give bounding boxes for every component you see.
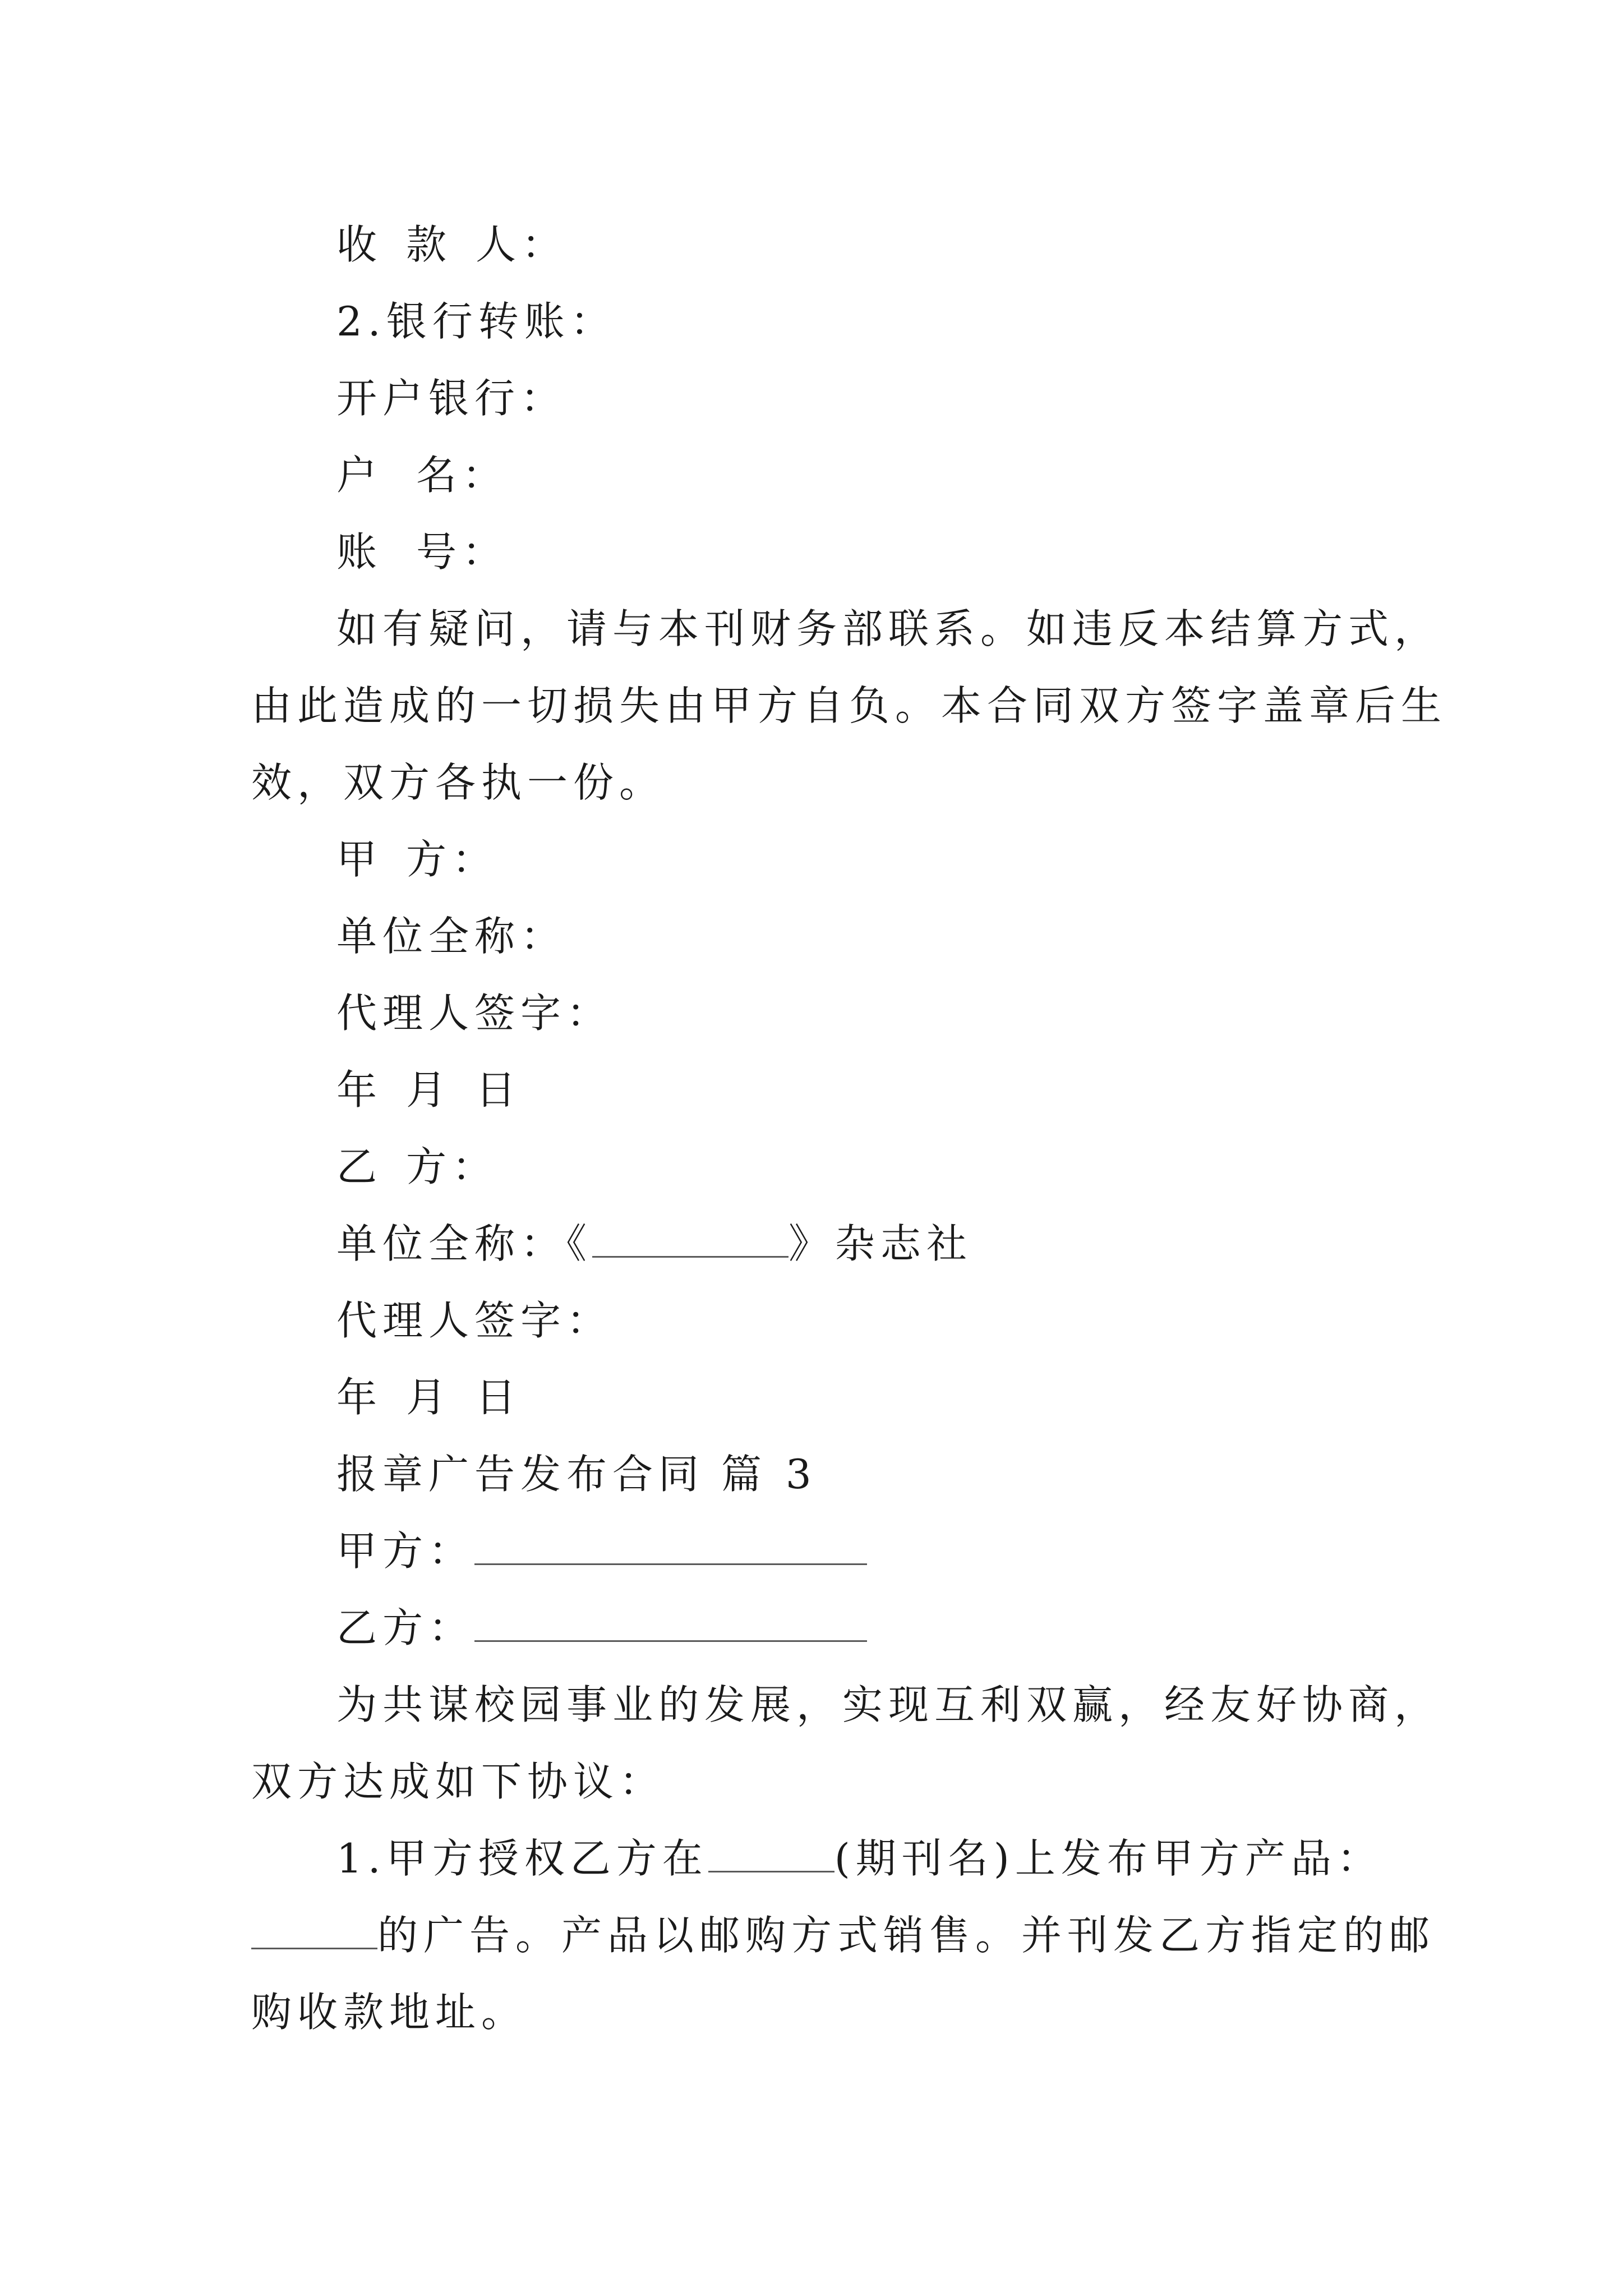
notice-line-2 xyxy=(251,678,1447,734)
payee-label-char2: 款 xyxy=(406,221,453,268)
notice-text-2: 由此造成的一切损失由甲方自负。本合同双方签字盖章后生 xyxy=(251,682,1447,729)
party-b-unit-suffix: 》杂志社 xyxy=(789,1220,973,1267)
bank-line xyxy=(336,370,566,426)
notice-line-1 xyxy=(336,601,1440,657)
periodical-name-blank xyxy=(708,1835,834,1872)
contract-3-section: 篇 3 xyxy=(721,1451,817,1498)
intro-line-2 xyxy=(251,1754,665,1810)
notice-line-3 xyxy=(251,754,665,811)
intro-line-1 xyxy=(336,1677,1440,1733)
party-b-char2: 方： xyxy=(406,1143,499,1190)
clause-1-text-2: 的广告。产品以邮购方式销售。并刊发乙方指定的邮 xyxy=(377,1912,1436,1959)
account-number-line xyxy=(336,524,508,580)
contract-3-heading xyxy=(336,1446,817,1502)
clause-1-text-1b: (期刊名)上发布甲方产品： xyxy=(834,1835,1383,1882)
intro-text-2: 双方达成如下协议： xyxy=(251,1758,666,1805)
bank-transfer-heading xyxy=(336,293,616,349)
payee-line xyxy=(336,217,568,273)
account-name-char1: 户 xyxy=(336,452,383,499)
intro-text-1: 为共谋校园事业的发展，实现互利双赢，经友好协商， xyxy=(336,1681,1441,1728)
clause-1-line-3 xyxy=(251,1984,527,2040)
product-name-blank xyxy=(251,1912,377,1949)
party-b-line xyxy=(336,1139,498,1195)
account-number-char1: 账 xyxy=(336,528,383,576)
party-b-agent-label: 代理人签字： xyxy=(336,1297,613,1344)
party-a-char1: 甲 xyxy=(336,836,383,883)
party-a-date-month: 月 xyxy=(406,1066,453,1114)
party-a-date-day: 日 xyxy=(476,1066,522,1114)
contract-3-party-b-label: 乙方： xyxy=(336,1604,475,1651)
contract-3-party-a-line xyxy=(336,1523,867,1579)
party-a-unit-line xyxy=(336,908,566,964)
clause-1-line-1 xyxy=(336,1830,1383,1887)
party-b-date-month: 月 xyxy=(406,1374,453,1421)
party-a-unit-label: 单位全称： xyxy=(336,913,567,960)
party-b-char1: 乙 xyxy=(336,1143,383,1190)
party-b-unit-line xyxy=(336,1216,972,1272)
party-a-name-blank xyxy=(474,1527,867,1565)
party-a-date-year: 年 xyxy=(336,1066,383,1114)
party-b-date-line xyxy=(336,1369,522,1425)
clause-1-text-3: 购收款地址。 xyxy=(251,1989,528,2036)
notice-text-3: 效，双方各执一份。 xyxy=(251,759,666,806)
contract-3-party-a-label: 甲方： xyxy=(336,1527,475,1575)
account-name-char2: 名： xyxy=(416,452,509,499)
party-a-line xyxy=(336,831,498,887)
party-a-agent-line xyxy=(336,985,612,1041)
party-a-char2: 方： xyxy=(406,836,499,883)
contract-3-party-b-line xyxy=(336,1600,867,1656)
party-b-unit-prefix: 单位全称：《 xyxy=(336,1220,593,1267)
clause-1-text-1a: 1.甲方授权乙方在 xyxy=(336,1835,708,1882)
payee-label-char1: 收 xyxy=(336,221,383,268)
bank-label: 开户银行： xyxy=(336,375,567,422)
magazine-name-blank xyxy=(592,1220,789,1258)
party-b-name-blank xyxy=(474,1604,867,1642)
bank-transfer-title: 2.银行转账： xyxy=(336,298,616,345)
party-a-agent-label: 代理人签字： xyxy=(336,990,613,1037)
party-a-date-line xyxy=(336,1062,522,1118)
contract-3-title: 报章广告发布合同 xyxy=(336,1451,705,1498)
account-name-line xyxy=(336,447,508,503)
account-number-char2: 号： xyxy=(416,528,509,576)
party-b-date-year: 年 xyxy=(336,1374,383,1421)
party-b-agent-line xyxy=(336,1292,612,1349)
party-b-date-day: 日 xyxy=(476,1374,522,1421)
clause-1-line-2 xyxy=(251,1907,1435,1963)
payee-label-char3: 人： xyxy=(476,221,568,268)
notice-text-1: 如有疑问，请与本刊财务部联系。如违反本结算方式， xyxy=(336,605,1441,652)
